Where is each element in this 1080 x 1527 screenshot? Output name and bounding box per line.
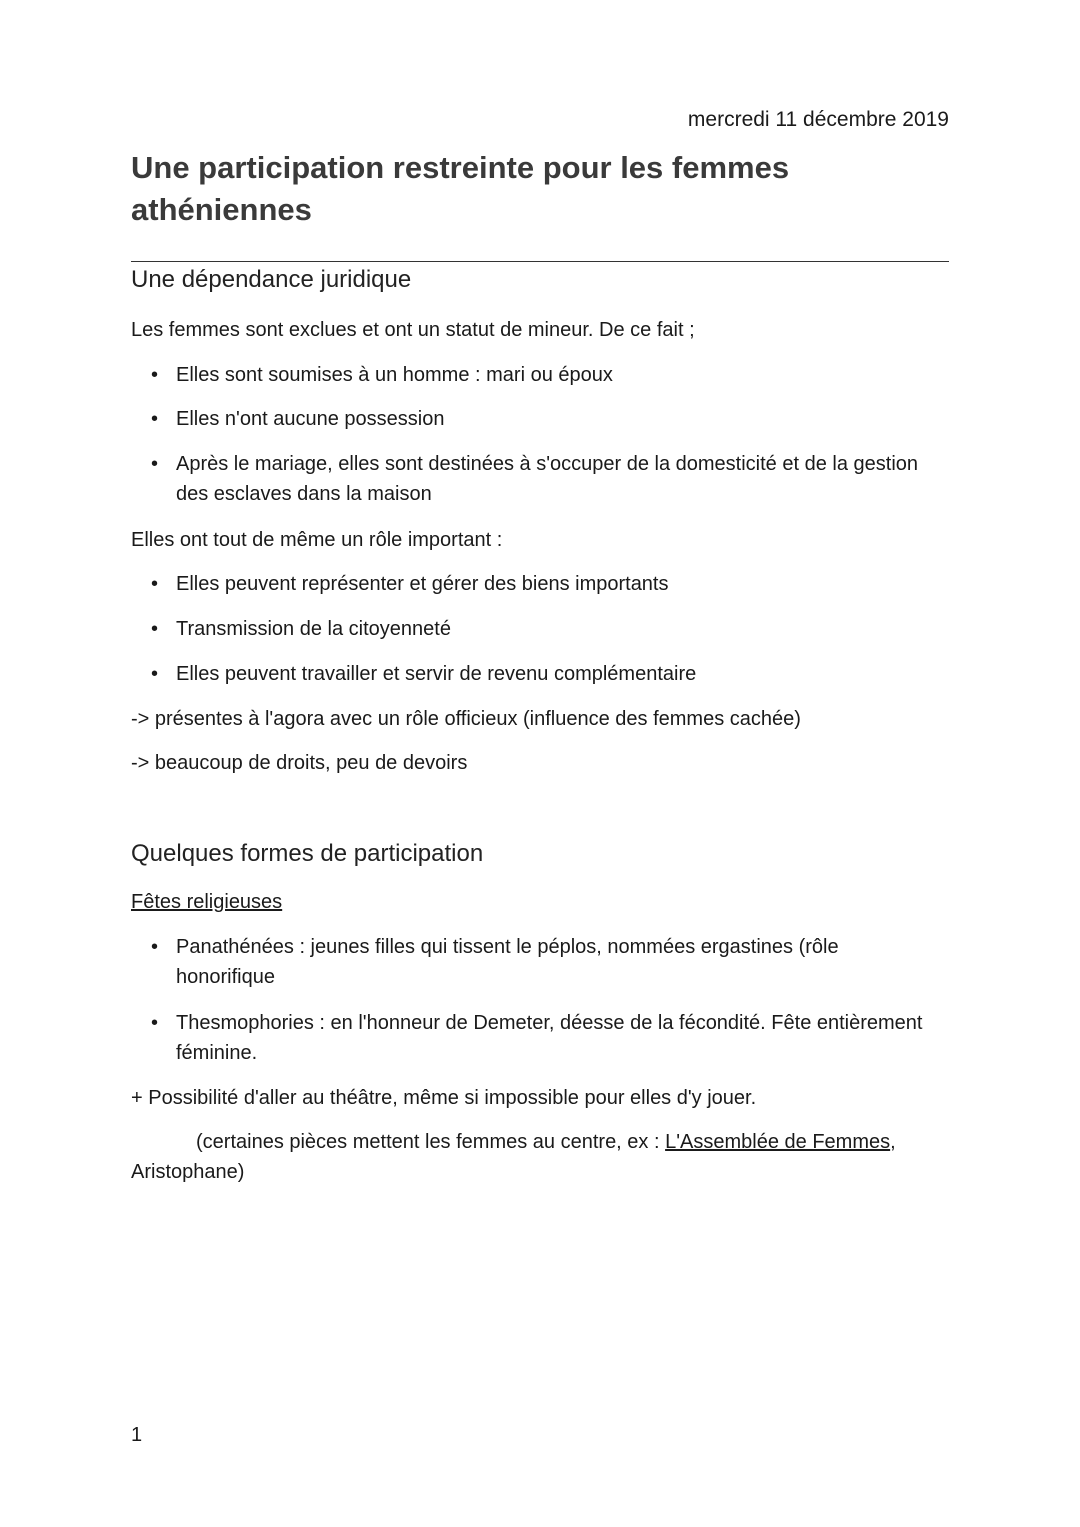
subheading-fetes: Fêtes religieuses [131, 891, 283, 913]
list-item: • Elles n'ont aucune possession [131, 404, 949, 434]
bullet-icon: • [151, 936, 159, 958]
bullet-icon: • [151, 663, 159, 685]
note-prefix: (certaines pièces mettent les femmes au centre, ex : [196, 1131, 666, 1153]
bullet-icon: • [151, 408, 159, 430]
bullet-icon: • [151, 573, 159, 595]
bullet-icon: • [151, 618, 159, 640]
note-suffix: , Aristophane) [131, 1131, 896, 1183]
document-date: mercredi 11 décembre 2019 [687, 108, 949, 131]
list-item: • Transmission de la citoyenneté [131, 614, 949, 644]
list-item: • Elles sont soumises à un homme : mari ou époux [131, 360, 949, 390]
list-item: • Elles peuvent travailler et servir de revenu complémentaire [131, 659, 949, 689]
arrow-note-droits: -> beaucoup de droits, peu de devoirs [131, 752, 468, 774]
section1-middle: Elles ont tout de même un rôle important : [131, 529, 503, 551]
section1-intro: Les femmes sont exclues et ont un statut de mineur. De ce fait ; [131, 319, 695, 341]
section-heading-dependance: Une dépendance juridique [131, 266, 412, 293]
section-heading-participation: Quelques formes de participation [131, 840, 484, 867]
list-item: • Après le mariage, elles sont destinées à s'occuper de la domesticité et de la gestion des esclaves dans la maison [131, 449, 949, 509]
list-item: • Thesmophories : en l'honneur de Demeter, déesse de la fécondité. Fête entièrement féminine. [131, 1008, 949, 1068]
title-divider [131, 261, 949, 262]
page-title: Une participation restreinte pour les femmes athéniennes [131, 150, 790, 227]
bullet-icon: • [151, 364, 159, 386]
bullet-icon: • [151, 453, 159, 475]
work-title: L'Assemblée de Femmes [665, 1131, 891, 1153]
assemblee-note [131, 1127, 949, 1187]
arrow-note-agora: -> présentes à l'agora avec un rôle officieux (influence des femmes cachée) [131, 708, 801, 730]
page-number: 1 [131, 1424, 143, 1446]
theatre-note: + Possibilité d'aller au théâtre, même si impossible pour elles d'y jouer. [131, 1087, 757, 1109]
list-item: • Panathénées : jeunes filles qui tissent le péplos, nommées ergastines (rôle honorifique [131, 932, 949, 992]
list-item: • Elles peuvent représenter et gérer des biens importants [131, 569, 949, 599]
bullet-icon: • [151, 1012, 159, 1034]
